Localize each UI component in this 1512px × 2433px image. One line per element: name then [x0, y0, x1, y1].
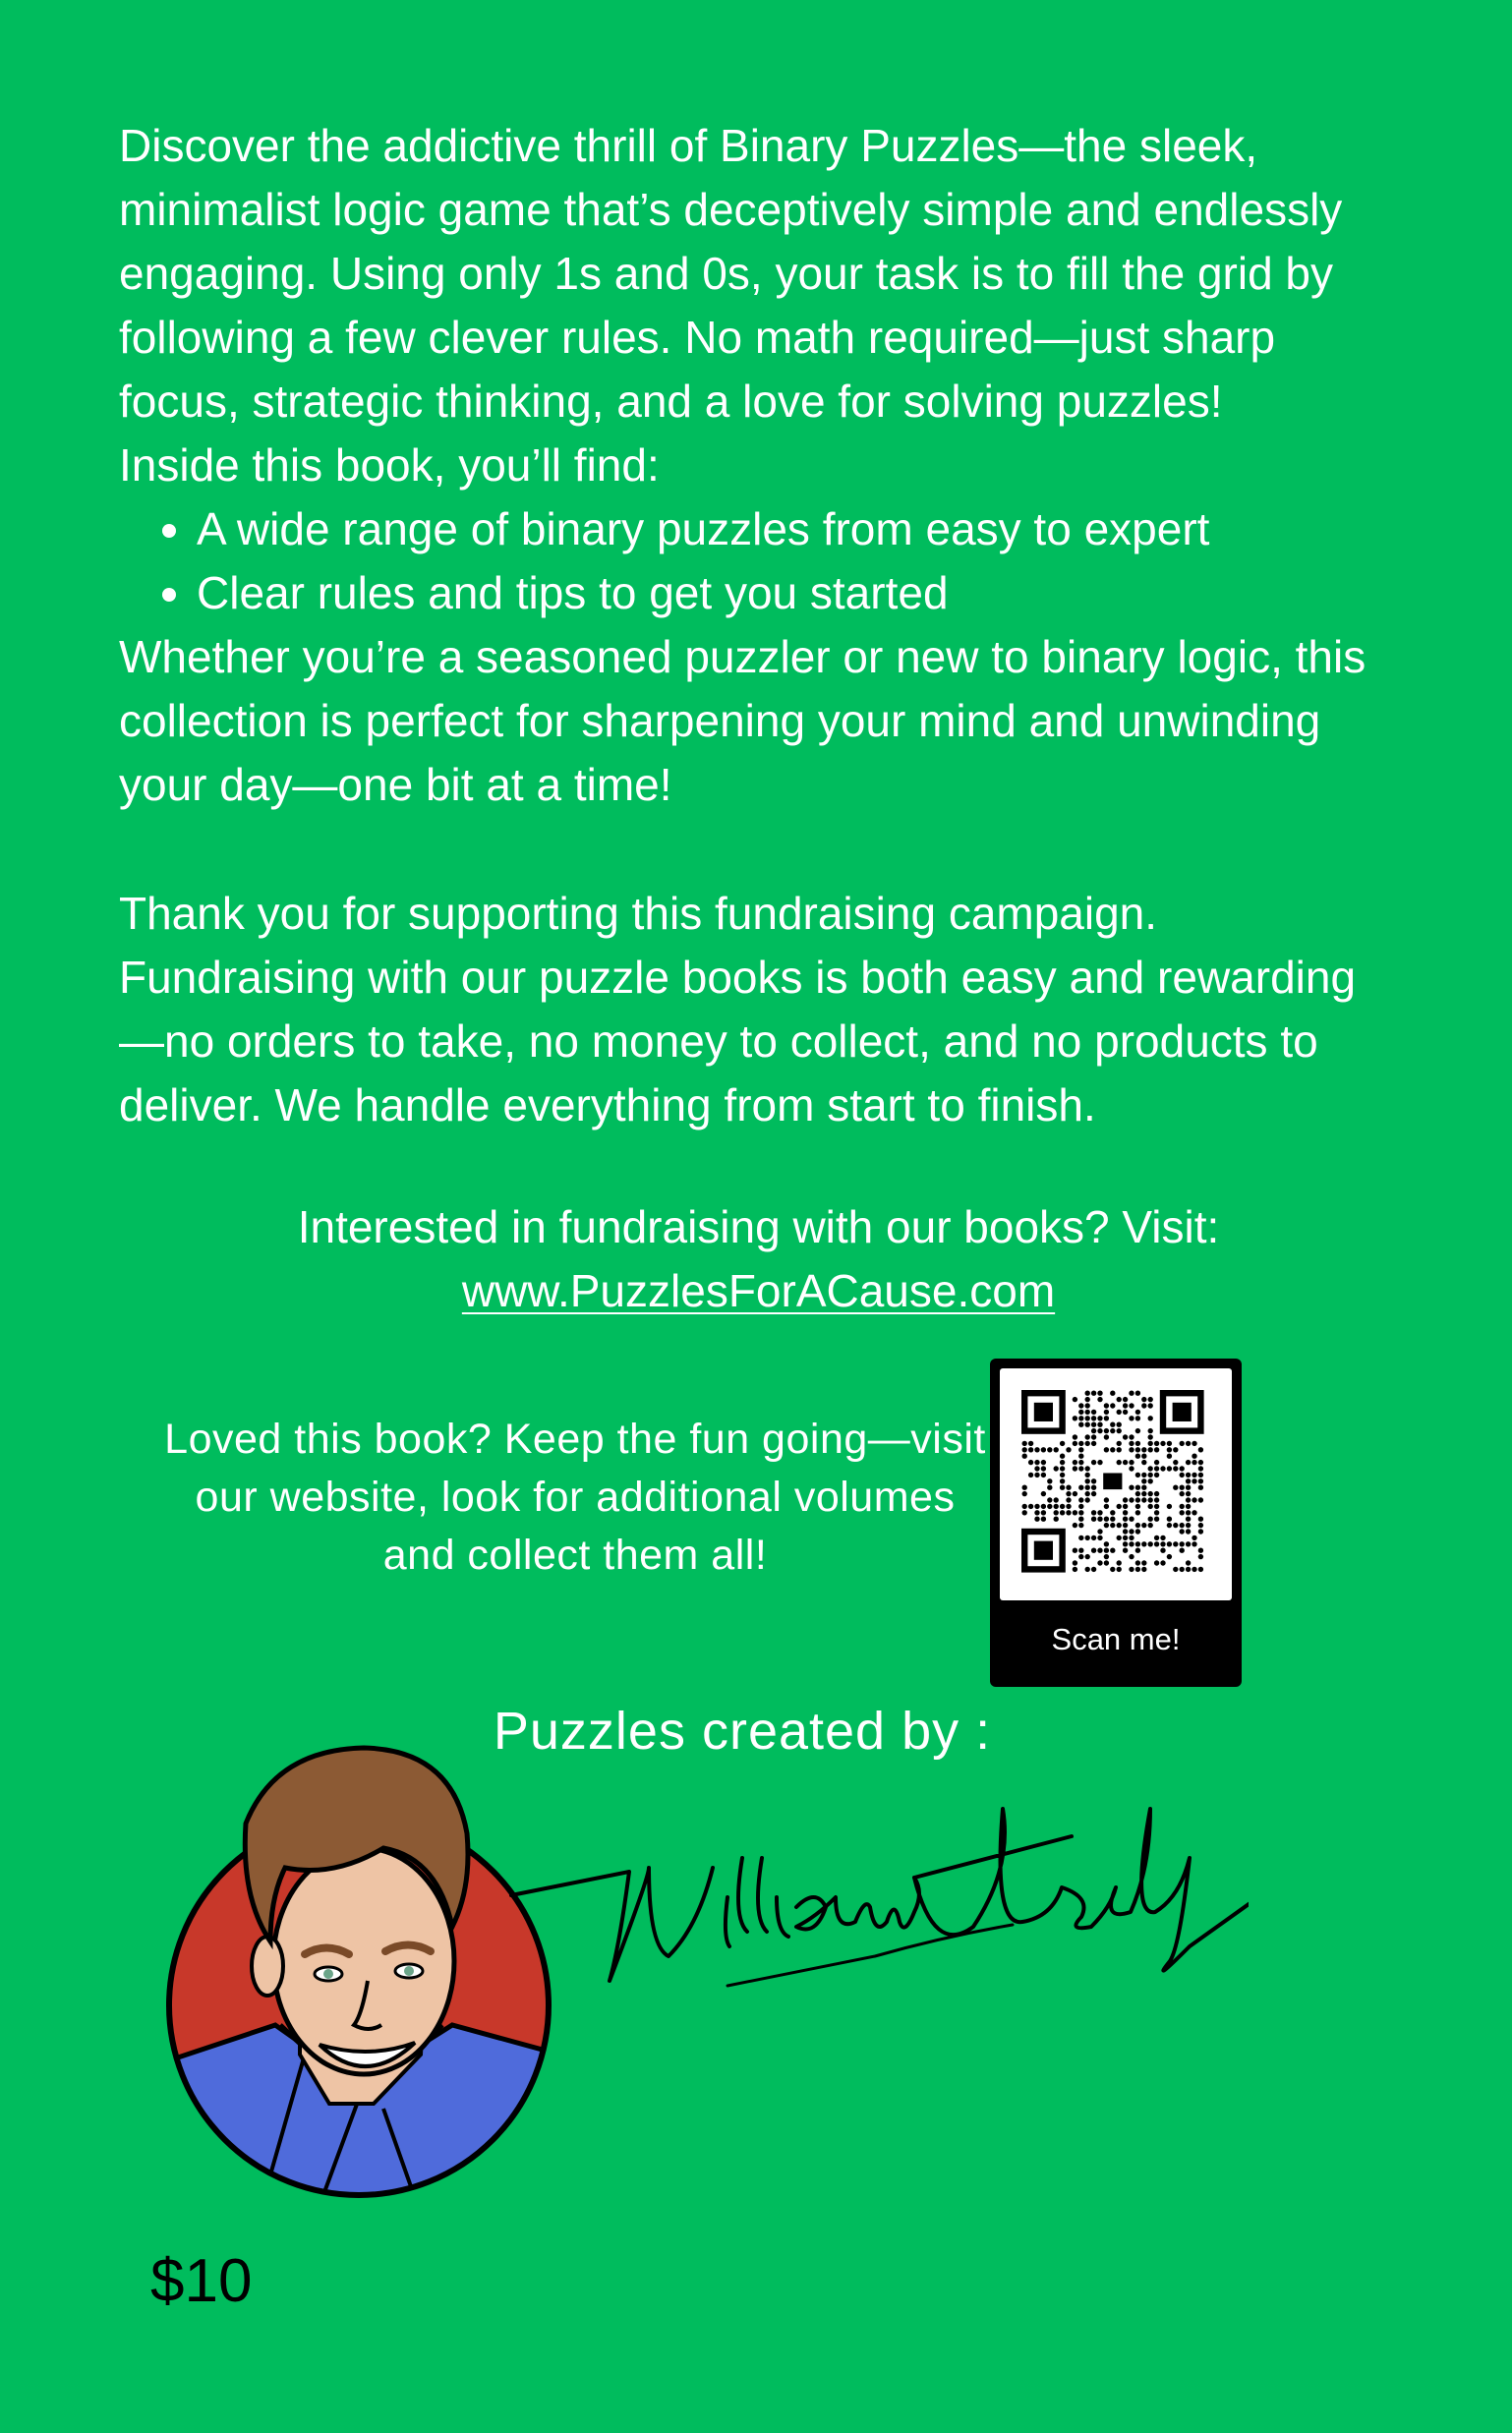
- promo-text: Loved this book? Keep the fun going—visit our website, look for additional volumes and collect them all!: [164, 1416, 986, 1579]
- price-tag: $10: [150, 2247, 253, 2315]
- feature-list: [119, 497, 1397, 625]
- inside-heading: Inside this book, you’ll find:: [119, 439, 660, 491]
- qr-card[interactable]: [990, 1359, 1242, 1687]
- description-intro: Discover the addictive thrill of Binary Puzzles—the sleek, minimalist logic game that’s deceptively simple and endlessly engaging. Using only 1s and 0s, your task is to fill the grid by following a few clever rules. No math required—just sharp focus, strategic thinking, and a love for solving puzzles!: [119, 120, 1343, 427]
- fundraising-text: Thank you for supporting this fundraising campaign. Fundraising with our puzzle books is both easy and rewarding —no orders to take, no money to collect, and no products to deliver. We handle everything from start to finish.: [119, 888, 1357, 1130]
- visit-prompt: Interested in fundraising with our books? Visit:: [297, 1201, 1220, 1252]
- fundraising-section: [119, 882, 1397, 1137]
- visit-section: [98, 1195, 1419, 1323]
- feature-item: • A wide range of binary puzzles from easy to expert: [197, 497, 1397, 561]
- qr-code-icon[interactable]: [1000, 1368, 1232, 1600]
- created-by-label: Puzzles created by :: [493, 1702, 992, 1761]
- website-link[interactable]: www.PuzzlesForACause.com: [461, 1265, 1056, 1316]
- qr-label: Scan me!: [1051, 1622, 1181, 1656]
- feature-item: • Clear rules and tips to get you started: [197, 561, 1397, 625]
- author-signature: [501, 1750, 1249, 2005]
- author-portrait: [157, 1730, 560, 2212]
- description-closing: Whether you’re a seasoned puzzler or new to binary logic, this collection is perfect for sharpening your mind and unwinding your day—one bit at a time!: [119, 631, 1367, 810]
- book-description: [119, 114, 1397, 817]
